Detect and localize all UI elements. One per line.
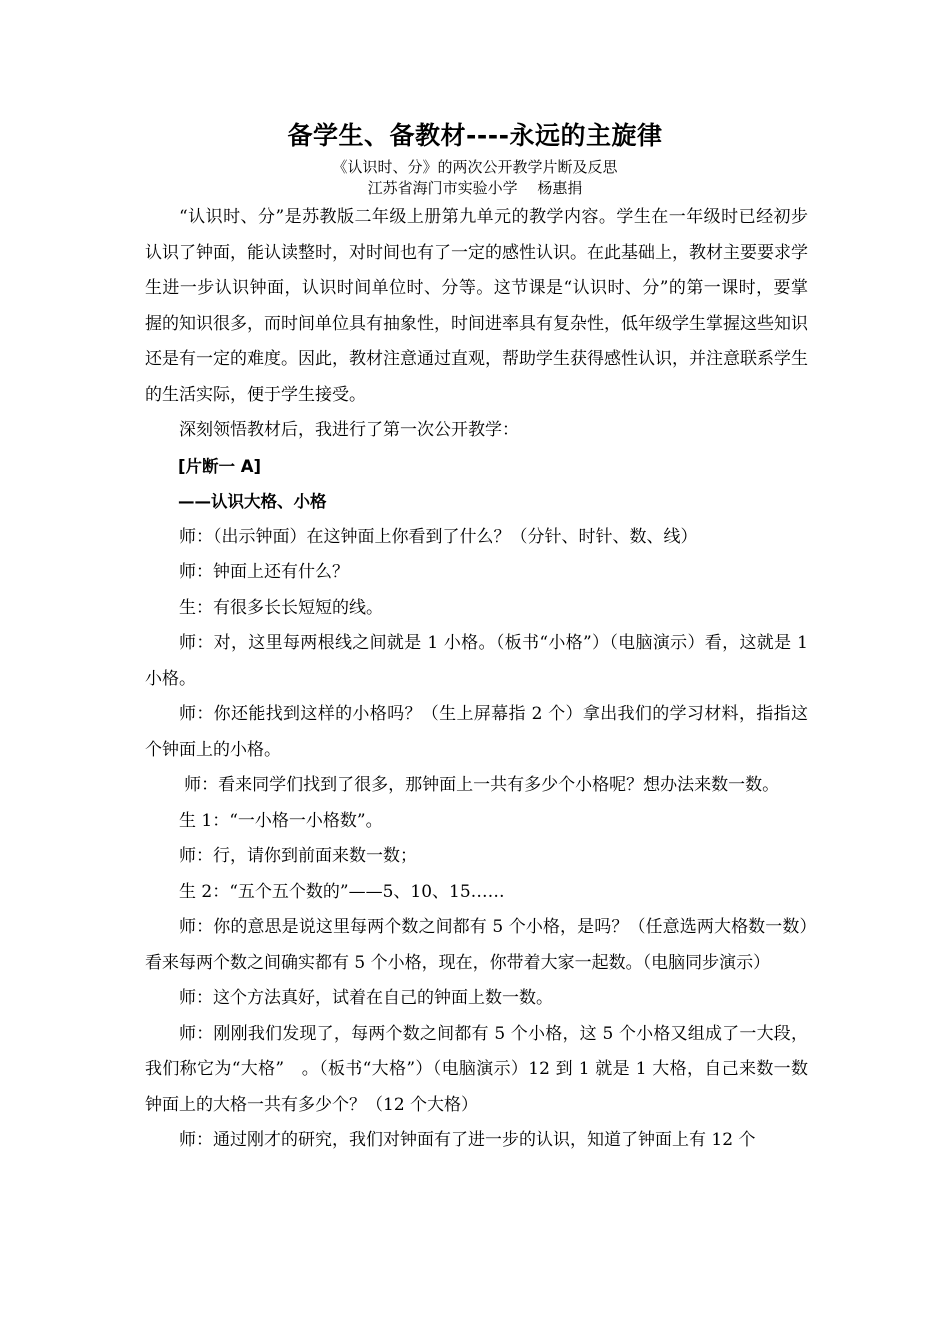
dialogue-line: 师：你还能找到这样的小格吗？（生上屏幕指 2 个）拿出我们的学习材料，指指这个钟面上的小格。 xyxy=(145,704,808,760)
dialogue-line: 师：钟面上还有什么？ xyxy=(179,562,349,582)
section-subheading: ——认识大格、小格 xyxy=(178,492,327,511)
author-line: 江苏省海门市实验小学 杨惠捐 xyxy=(367,179,583,197)
document-body xyxy=(145,200,808,1159)
dialogue-line: 生 2：“五个五个数的”——5、10、15…… xyxy=(179,881,505,902)
dialogue-line: 师：对，这里每两根线之间就是 1 小格。（板书“小格”）（电脑演示）看，这就是 1 小格。 xyxy=(145,633,808,689)
dialogue-line: 生 1：“一小格一小格数”。 xyxy=(179,810,383,831)
dialogue-line: 师：通过刚才的研究，我们对钟面有了进一步的认识，知道了钟面上有 12 个 xyxy=(179,1130,756,1150)
dialogue-line: 师：刚刚我们发现了，每两个数之间都有 5 个小格，这 5 个小格又组成了一大段，我们称它为“大格” 。（板书“大格”）（电脑演示）12 到 1 就是 1 大格，自己来数一数钟面上的大格一共有多少个？（12 个大格） xyxy=(145,1023,808,1115)
paragraph: 深刻领悟教材后，我进行了第一次公开教学： xyxy=(179,420,519,440)
paragraph-intro: “认识时、分”是苏教版二年级上册第九单元的教学内容。学生在一年级时已经初步认识了钟面，能认读整时，对时间也有了一定的感性认识。在此基础上，教材主要要求学生进一步认识钟面，认识时间单位时、分等。这节课是“认识时、分”的第一课时，要掌握的知识很多，而时间单位具有抽象性，时间进率具有复杂性，低年级学生掌握这些知识还是有一定的难度。因此，教材注意通过直观，帮助学生获得感性认识，并注意联系学生的生活实际，便于学生接受。 xyxy=(145,207,808,405)
section-heading: [片断一 A] xyxy=(178,456,262,476)
dialogue-line: 师：看来同学们找到了很多，那钟面上一共有多少个小格呢？想办法来数一数。 xyxy=(184,775,780,795)
dialogue-line: 师：行，请你到前面来数一数； xyxy=(179,846,417,866)
document-subtitle: 《认识时、分》的两次公开教学片断及反思 xyxy=(332,158,618,176)
dialogue-line: 师：（出示钟面）在这钟面上你看到了什么？（分针、时针、数、线） xyxy=(179,526,698,547)
dialogue-line: 师：这个方法真好，试着在自己的钟面上数一数。 xyxy=(179,988,553,1008)
document-title: 备学生、备教材----永远的主旋律 xyxy=(287,121,663,150)
dialogue-line: 师：你的意思是说这里每两个数之间都有 5 个小格，是吗？（任意选两大格数一数）看来每两个数之间确实都有 5 个小格，现在，你带着大家一起数。（电脑同步演示） xyxy=(145,917,808,973)
dialogue-line: 生：有很多长长短短的线。 xyxy=(179,597,383,618)
